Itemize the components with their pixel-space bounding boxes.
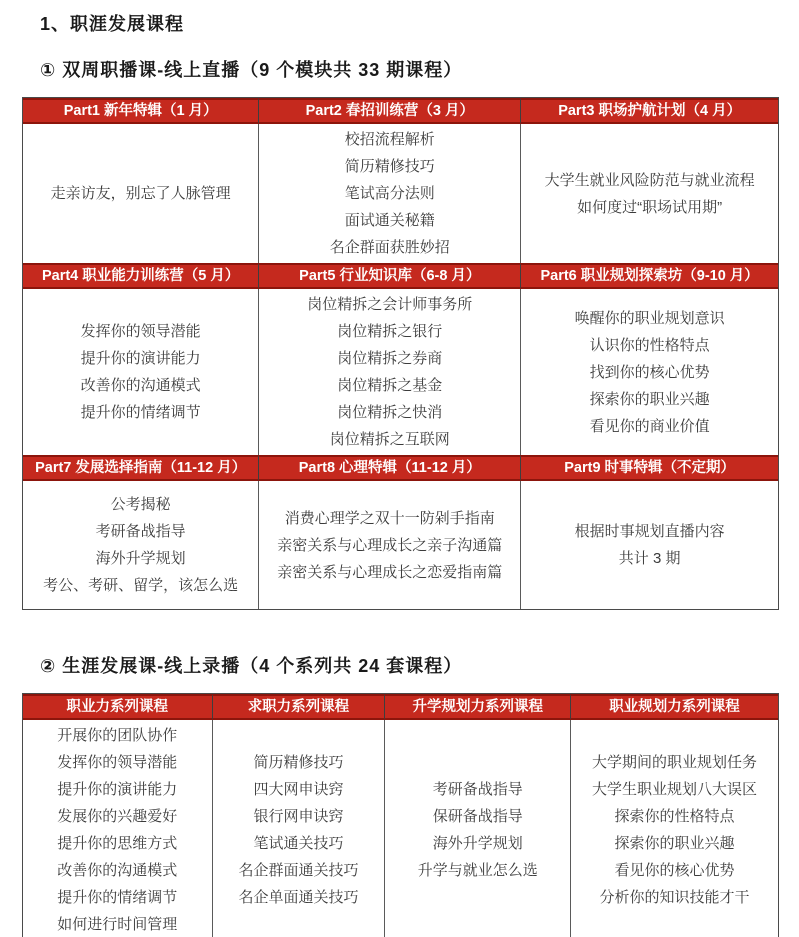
- table-header-row: [23, 455, 778, 481]
- table-header-cell: 升学规划力系列课程: [385, 694, 571, 720]
- course-item: 四大网申诀窍: [253, 781, 344, 798]
- section-recorded-course: [0, 632, 799, 937]
- course-item: 考研备战指导: [432, 781, 523, 798]
- section-recorded-heading: ② 生涯发展课-线上录播（4 个系列共 24 套课程）: [40, 656, 463, 676]
- course-item: 改善你的沟通模式: [57, 862, 178, 879]
- course-item: 公考揭秘: [110, 496, 171, 513]
- course-item: 探索你的职业兴趣: [589, 390, 710, 408]
- course-item: 发挥你的领导潜能: [57, 754, 178, 771]
- course-item: 海外升学规划: [432, 835, 523, 852]
- table-content-cell: [213, 720, 386, 937]
- course-item: 岗位精拆之基金: [337, 377, 443, 394]
- course-item: 简历精修技巧: [253, 754, 344, 771]
- table-header-cell: Part9 时事特辑（不定期）: [521, 455, 778, 481]
- table-header-row: [23, 694, 778, 720]
- course-item: 共计 3 期: [618, 550, 681, 567]
- course-item: 岗位精拆之会计师事务所: [307, 296, 473, 313]
- table-header-cell: Part3 职场护航计划（4 月）: [521, 98, 778, 124]
- table-content-cell: [23, 481, 259, 609]
- table-header-cell: 职业规划力系列课程: [571, 694, 778, 720]
- course-item: 岗位精拆之银行: [337, 323, 443, 340]
- course-item: 简历精修技巧: [344, 158, 435, 175]
- course-item: 亲密关系与心理成长之亲子沟通篇: [277, 536, 503, 554]
- course-item: 看见你的核心优势: [614, 862, 735, 879]
- course-item: 提升你的情绪调节: [57, 889, 178, 906]
- course-item: 找到你的核心优势: [589, 363, 710, 381]
- course-item: 名企群面获胜妙招: [329, 239, 450, 256]
- table-header-cell: Part6 职业规划探索坊（9-10 月）: [521, 263, 778, 289]
- table-content-cell: [385, 720, 571, 937]
- course-item: 探索你的职业兴趣: [614, 835, 735, 852]
- table-content-cell: [259, 481, 521, 609]
- section-live-broadcast: [0, 36, 799, 610]
- table-header-cell: Part2 春招训练营（3 月）: [259, 98, 521, 124]
- course-item: 海外升学规划: [95, 550, 186, 567]
- course-item: 提升你的思维方式: [57, 835, 178, 852]
- page-title: 1、职涯发展课程: [40, 14, 185, 34]
- table-content-cell: [521, 289, 778, 455]
- course-item: 面试通关秘籍: [344, 212, 435, 229]
- course-item: 大学生职业规划八大误区: [592, 781, 758, 798]
- course-item: 提升你的情绪调节: [80, 404, 201, 421]
- course-item: 名企群面通关技巧: [238, 862, 359, 879]
- course-item: 发展你的兴趣爱好: [57, 808, 178, 825]
- course-item: 提升你的演讲能力: [80, 350, 201, 367]
- table-content-cell: [23, 289, 259, 455]
- course-item: 认识你的性格特点: [589, 336, 710, 354]
- course-item: 分析你的知识技能才干: [599, 889, 750, 906]
- section-live-heading: ① 双周职播课-线上直播（9 个模块共 33 期课程）: [40, 60, 463, 80]
- course-item: 考研备战指导: [95, 523, 186, 540]
- table-content-cell: [259, 124, 521, 263]
- course-item: 亲密关系与心理成长之恋爱指南篇: [277, 563, 503, 581]
- table-content-row: [23, 289, 778, 455]
- table-header-cell: Part7 发展选择指南（11-12 月）: [23, 455, 259, 481]
- course-item: 提升你的演讲能力: [57, 781, 178, 798]
- table-header-cell: Part5 行业知识库（6-8 月）: [259, 263, 521, 289]
- table-header-cell: Part8 心理特辑（11-12 月）: [259, 455, 521, 481]
- table-content-cell: [23, 720, 213, 937]
- course-item: 开展你的团队协作: [57, 727, 178, 744]
- course-item: 改善你的沟通模式: [80, 377, 201, 394]
- table-header-cell: 求职力系列课程: [213, 694, 386, 720]
- table-header-cell: 职业力系列课程: [23, 694, 213, 720]
- table-header-row: [23, 98, 778, 124]
- table-content-cell: [571, 720, 778, 937]
- course-item: 探索你的性格特点: [614, 808, 735, 825]
- course-item: 岗位精拆之快消: [337, 404, 443, 421]
- course-item: 笔试高分法则: [344, 185, 435, 202]
- table-header-cell: Part1 新年特辑（1 月）: [23, 98, 259, 124]
- recorded-course-table: [22, 693, 779, 937]
- course-item: 走亲访友，别忘了人脉管理: [50, 185, 231, 202]
- course-item: 笔试通关技巧: [253, 835, 344, 852]
- course-item: 根据时事规划直播内容: [574, 523, 725, 540]
- course-item: 银行网申诀窍: [253, 808, 344, 825]
- course-item: 保研备战指导: [432, 808, 523, 825]
- course-item: 岗位精拆之券商: [337, 350, 443, 367]
- course-item: 校招流程解析: [344, 131, 435, 148]
- course-item: 名企单面通关技巧: [238, 889, 359, 906]
- course-item: 如何度过“职场试用期”: [577, 198, 723, 216]
- table-content-cell: [23, 124, 259, 263]
- table-content-cell: [521, 481, 778, 609]
- course-item: 岗位精拆之互联网: [329, 431, 450, 448]
- course-item: 发挥你的领导潜能: [80, 323, 201, 340]
- course-item: 大学生就业风险防范与就业流程: [544, 171, 755, 189]
- course-item: 大学期间的职业规划任务: [592, 754, 758, 771]
- table-header-cell: Part4 职业能力训练营（5 月）: [23, 263, 259, 289]
- table-header-row: [23, 263, 778, 289]
- course-item: 看见你的商业价值: [589, 417, 710, 435]
- table-content-row: [23, 481, 778, 609]
- table-content-row: [23, 124, 778, 263]
- section-gap: [0, 610, 799, 632]
- live-course-table: [22, 97, 779, 610]
- course-item: 消费心理学之双十一防剁手指南: [284, 509, 495, 527]
- course-item: 唤醒你的职业规划意识: [574, 309, 725, 327]
- table-content-cell: [521, 124, 778, 263]
- table-content-row: [23, 720, 778, 937]
- course-item: 如何进行时间管理: [57, 916, 178, 933]
- course-item: 升学与就业怎么选: [417, 862, 538, 879]
- table-content-cell: [259, 289, 521, 455]
- course-item: 考公、考研、留学，该怎么选: [43, 577, 239, 594]
